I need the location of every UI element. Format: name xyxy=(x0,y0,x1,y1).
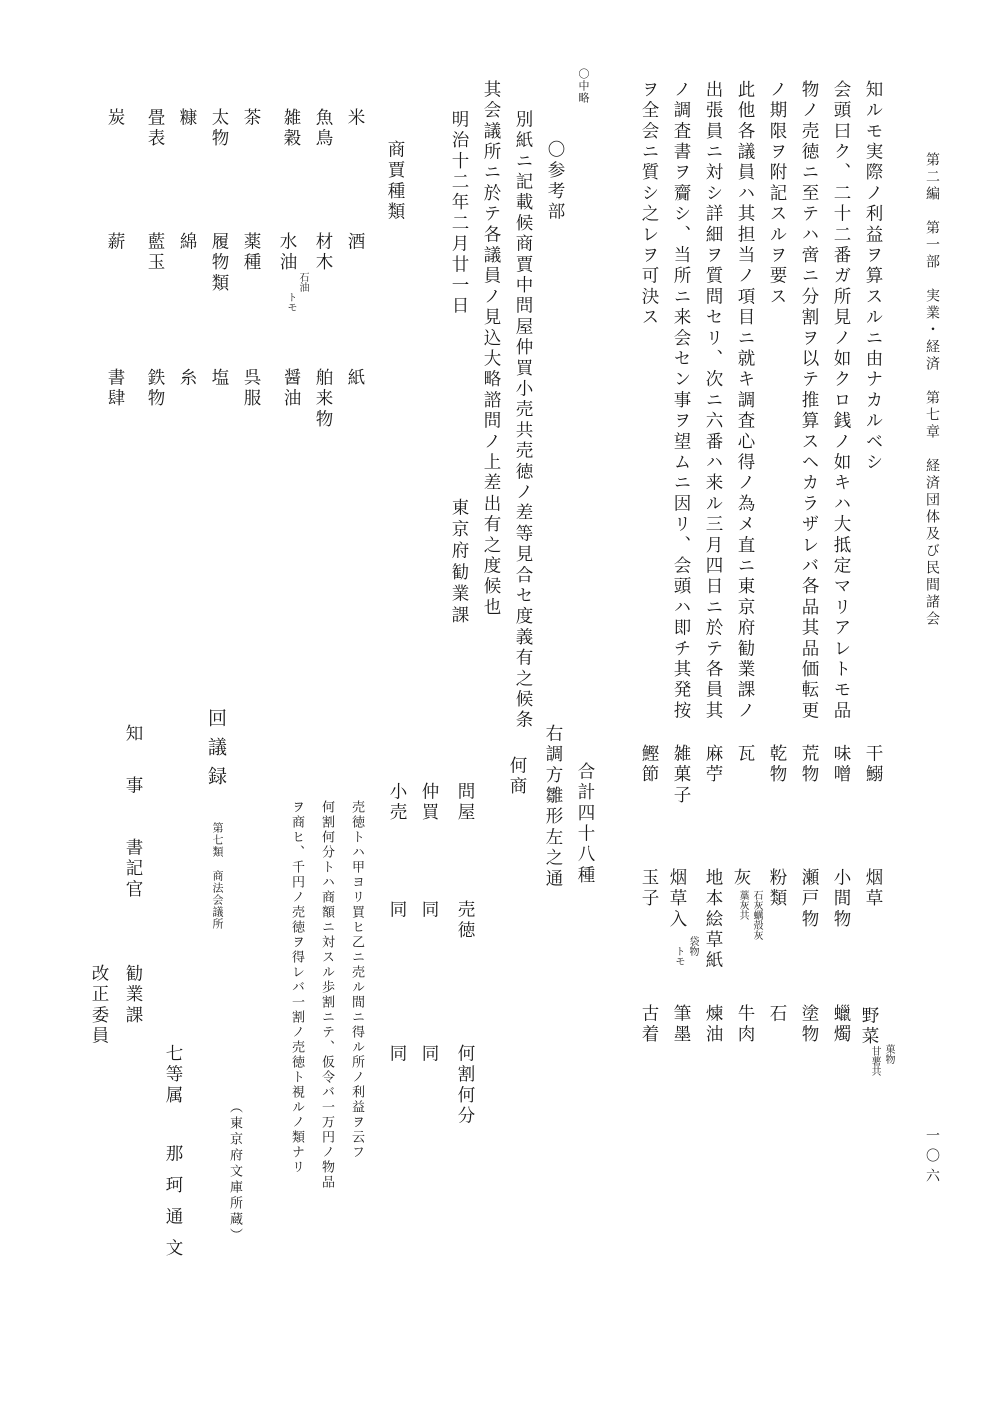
category-item: 筆墨 xyxy=(671,1004,691,1046)
category-item: 書肆 xyxy=(105,368,125,410)
category-item: 小間物 xyxy=(831,868,851,931)
body-line: ヲ全会ニ質シ之レヲ可決ス xyxy=(639,80,659,329)
category-item-note: トモ xyxy=(673,946,684,966)
source-note: （東京府文庫所蔵） xyxy=(227,1100,242,1244)
category-item: 糠 xyxy=(177,108,197,129)
category-item: 魚鳥 xyxy=(313,108,333,150)
body-line: ノ調査書ヲ齎シ、当所ニ来会セン事ヲ望ムニ因リ、会頭ハ即チ其発按 xyxy=(671,80,691,722)
approval-role: 勧業課 xyxy=(123,964,143,1027)
category-item: 炭 xyxy=(105,108,125,129)
category-item: 干鰯 xyxy=(863,744,883,786)
explanation-line: ヲ商ヒ、千円ノ売徳ヲ得レバ一割ノ売徳ト視ルノ類ナリ xyxy=(289,800,304,1175)
notice-line: 其会議所ニ於テ各議員ノ見込大略諮問ノ上差出有之度候也 xyxy=(481,80,501,619)
approval-role: 知 xyxy=(123,724,143,745)
form-cell: 同 xyxy=(419,1044,439,1065)
category-item: 玉子 xyxy=(639,868,659,910)
category-item: 蠟燭 xyxy=(831,1004,851,1046)
category-item: 綿 xyxy=(177,232,197,253)
category-item: 水油 xyxy=(277,232,297,274)
category-item: 塗物 xyxy=(799,1004,819,1046)
category-item: 石 xyxy=(767,1004,787,1025)
category-item: 烟草入 xyxy=(667,868,687,931)
category-item: 醤油 xyxy=(281,368,301,410)
signer-name: 那珂通文 xyxy=(163,1144,183,1270)
category-item: 雑穀 xyxy=(281,108,301,150)
form-cell: 同 xyxy=(419,900,439,921)
body-line: ノ期限ヲ附記スルヲ要ス xyxy=(767,80,787,308)
form-cell: 何割何分 xyxy=(455,1044,475,1127)
form-table-heading: 何商 xyxy=(507,756,527,798)
category-item-note: 藁灰共 xyxy=(737,890,748,920)
notice-date: 明治十二年二月廿一日 xyxy=(449,110,469,317)
category-item: 藍玉 xyxy=(145,232,165,274)
category-item: 乾物 xyxy=(767,744,787,786)
category-item: 茶 xyxy=(241,108,261,129)
explanation-line: 売徳トハ甲ヨリ買ヒ乙ニ売ル間ニ得ル所ノ利益ヲ云フ xyxy=(349,800,364,1160)
category-item: 烟草 xyxy=(863,868,883,910)
category-item: 灰 xyxy=(731,868,751,889)
form-cell: 小売 xyxy=(387,782,407,824)
sankoubu-heading: 〇参考部 xyxy=(545,140,565,223)
category-item: 野菜 xyxy=(859,1006,879,1048)
category-item-note: 袋物 xyxy=(687,936,698,956)
category-item: 太物 xyxy=(209,108,229,150)
category-item: 畳表 xyxy=(145,108,165,150)
category-item: 薬種 xyxy=(241,232,261,274)
body-line: 出張員ニ対シ詳細ヲ質問セリ、次ニ六番ハ来ル三月四日ニ於テ各員其 xyxy=(703,80,723,722)
body-line: 知ルモ実際ノ利益ヲ算スルニ由ナカルベシ xyxy=(863,80,883,474)
category-item: 煉油 xyxy=(703,1004,723,1046)
category-item: 酒 xyxy=(345,232,365,253)
category-item: 味噌 xyxy=(831,744,851,786)
category-item: 粉類 xyxy=(767,868,787,910)
body-line: 会頭曰ク、二十二番ガ所見ノ如クロ銭ノ如キハ大抵定マリアレトモ品 xyxy=(831,80,851,722)
category-title: 商賈種類 xyxy=(385,140,405,223)
category-item: 雑菓子 xyxy=(671,744,691,807)
category-item: 瀬戸物 xyxy=(799,868,819,931)
category-item: 地本絵草紙 xyxy=(703,868,723,972)
category-item: 舶来物 xyxy=(313,368,333,431)
category-item: 瓦 xyxy=(735,744,755,765)
category-item: 薪 xyxy=(105,232,125,253)
category-item: 古着 xyxy=(639,1004,659,1046)
category-item: 材木 xyxy=(313,232,333,274)
category-total: 合計四十八種 xyxy=(575,762,595,887)
notice-issuer: 東京府勧業課 xyxy=(449,498,469,627)
category-item-note: 石灰蠣殻灰 xyxy=(751,890,762,940)
category-item: 荒物 xyxy=(799,744,819,786)
category-item: 履物類 xyxy=(209,232,229,295)
category-item-note: 石油 xyxy=(297,272,308,292)
category-item: 鉄物 xyxy=(145,368,165,410)
category-item: 麻苧 xyxy=(703,744,723,786)
form-cell: 問屋 xyxy=(455,782,475,824)
explanation-line: 何割何分トハ商額ニ対スル歩割ニテ、仮令バ一万円ノ物品 xyxy=(319,800,334,1190)
notice-line: 別紙ニ記載候商賈中問屋仲買小売共売徳ノ差等見合セ度義有之候条 xyxy=(513,110,533,731)
category-item-note: トモ xyxy=(285,292,296,312)
category-item: 呉服 xyxy=(241,368,261,410)
body-line: 此他各議員ハ其担当ノ項目ニ就キ調査心得ノ為メ直ニ東京府勧業課ノ xyxy=(735,80,755,722)
category-item-note: 菓物 xyxy=(883,1044,894,1064)
category-item: 糸 xyxy=(177,368,197,389)
category-item: 塩 xyxy=(209,368,229,389)
form-cell: 仲買 xyxy=(419,782,439,824)
page-number: 一〇六 xyxy=(924,1128,940,1188)
body-line: 物ノ売徳ニ至テハ啻ニ分割ヲ以テ推算スヘカラザレバ各品其品価転更 xyxy=(799,80,819,722)
category-item: 牛肉 xyxy=(735,1004,755,1046)
category-item-note: 甘薯共 xyxy=(869,1046,880,1076)
form-cell: 同 xyxy=(387,900,407,921)
signer-rank: 七等属 xyxy=(163,1044,183,1107)
kaigiroku-heading: 回議録 xyxy=(205,708,227,795)
category-item: 米 xyxy=(345,108,365,129)
category-item: 紙 xyxy=(345,368,365,389)
chuuryaku-note: 〇中略 xyxy=(577,68,590,104)
form-cell: 売徳 xyxy=(455,900,475,942)
class-note: 第七類 商法会議所 xyxy=(211,822,224,930)
running-title: 第二編 第一部 実業・経済 第七章 経済団体及び民間諸会 xyxy=(924,152,940,628)
category-item: 鰹節 xyxy=(639,744,659,786)
approval-role: 改正委員 xyxy=(89,964,109,1047)
approval-role: 書記官 xyxy=(123,838,143,901)
form-note: 右調方雛形左之通 xyxy=(543,724,563,890)
approval-role: 事 xyxy=(123,776,143,797)
form-cell: 同 xyxy=(387,1044,407,1065)
